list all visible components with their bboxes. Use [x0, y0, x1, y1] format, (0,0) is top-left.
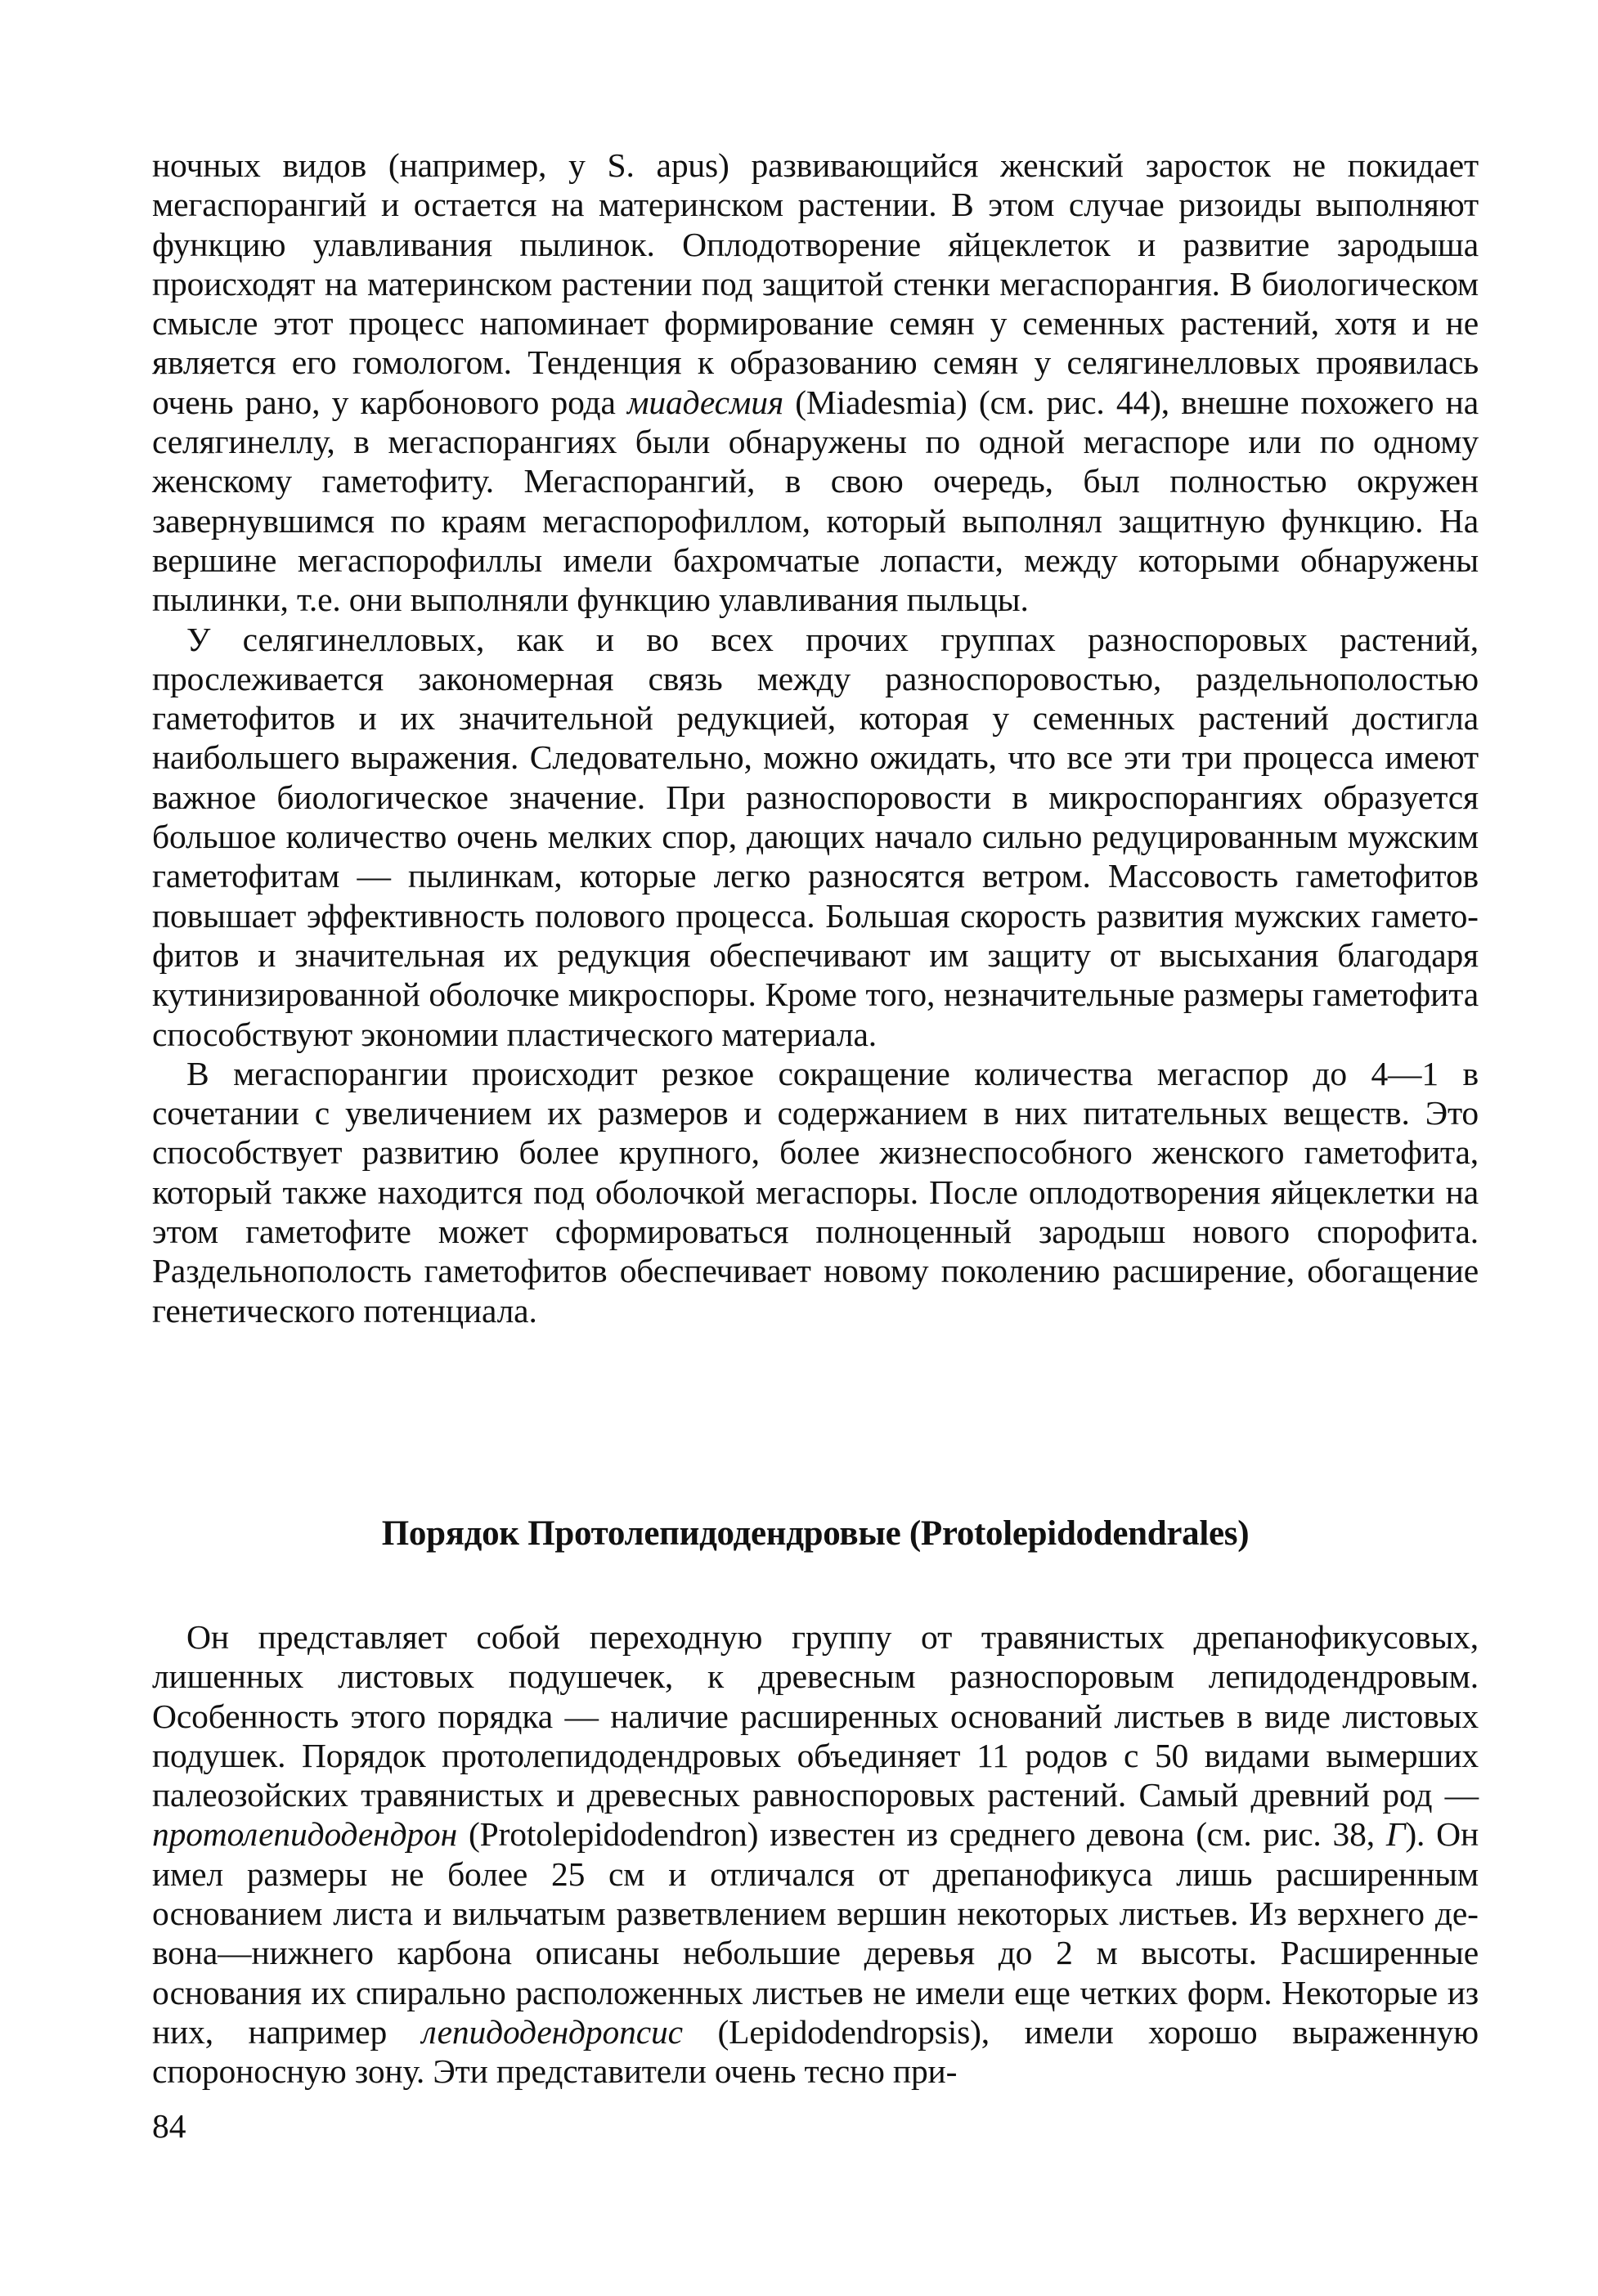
text-run: У селягинелловых, как и во всех прочих группах разноспоровых растений, прослеживается закономерная связь между разноспоровостью, раздельнополостью гаметофитов и их значительной редукцией, которая у семенных растений достигла наибольшего выражения. Следовательно, можно ожидать, что все эти три процесса имеют важное биологическое значение. При разноспоровости в микроспорангиях образуется большое количество очень мелких спор, дающих начало сильно редуцированным мужским гаметофитам — пылинкам, которые легко разносятся ветром. Массовость гаметофитов повышает эффективность полового процесса. Большая скорость развития мужских гаметофитов и значительная их редукция обеспечивают им защиту от высыхания благодаря кутинизированной оболочке микроспоры. Кроме того, незначительные размеры гаметофита способствуют экономии пластического материала. [152, 620, 1479, 1053]
text-run: (Lepidodendropsis), имели хорошо выраженную спороносную зону. Эти представители очень тесно при- [152, 2012, 1479, 2091]
text-run: Он представляет собой переходную группу от травянистых дрепанофикусовых, лишенных листовых подушечек, к древесным разноспоровым лепидодендровым. Особенность этого порядка — наличие расширенных оснований листьев в виде листовых подушек. Порядок протолепидодендровых объединяет 11 родов с 50 видами вымерших палеозойских травянистых и древесных равноспоровых растений. Самый древний род — [152, 1618, 1479, 1814]
body-text-section-1 [152, 146, 1479, 1330]
paragraph [152, 146, 1479, 620]
italic-term: Г [1385, 1815, 1406, 1854]
paragraph [152, 620, 1479, 1054]
paragraph [152, 1054, 1479, 1330]
text-run: ). Он имел размеры не более 25 см и отличался от дрепанофикуса лишь расширенным основанием листа и вильчатым разветвлением вершин некоторых листьев. Из верхнего девона—нижнего карбона описаны небольшие деревья до 2 м высоты. Расширенные основания их спирально расположенных листьев не имели еще четких форм. Некоторые из них, например [152, 1815, 1479, 2051]
paragraph [152, 1617, 1479, 2092]
page-number: 84 [152, 2107, 186, 2145]
italic-term: миадесмия [627, 383, 783, 421]
section-heading: Порядок Протолепидодендровые (Protolepidodendrales) [381, 1514, 1250, 1553]
text-run: (Protolepidodendron) известен из среднего девона (см. рис. 38, [457, 1815, 1386, 1854]
italic-term: протолепидодендрон [152, 1815, 458, 1854]
text-run: В мегаспорангии происходит резкое сокращение количества мегаспор до 4—1 в сочетании с увеличением их размеров и содержанием в них питательных веществ. Это способствует развитию более крупного, более жизнеспособного женского гаметофита, который также находится под оболочкой мегаспоры. После оплодотворения яйцеклетки на этом гаметофите может сформироваться полноценный зародыш нового спорофита. Раздельнополость гаметофитов обеспечивает новому поколению расширение, обогащение генетического потенциала. [152, 1054, 1479, 1330]
text-run: ночных видов (например, у S. apus) развивающийся женский заросток не покидает мегаспорангий и остается на материнском растении. В этом случае ризоиды выполняют функцию улавливания пылинок. Оплодотворение яйцеклеток и развитие зародыша происходят на материнском растении под защитой стенки мегаспорангия. В биологическом смысле этот процесс напоминает формирование семян у семенных растений, хотя и не является его гомологом. Тенденция к образованию семян у селягинелловых проявилась очень рано, у карбонового рода [152, 146, 1479, 421]
body-text-section-2 [152, 1617, 1479, 2092]
italic-term: лепидодендропсис [421, 2012, 683, 2051]
text-run: (Miadesmia) (см. рис. 44), внешне похожего на селягинеллу, в мегаспорангиях были обнаружены по одной мегаспоре или по одному женскому гаметофиту. Мегаспорангий, в свою очередь, был полностью окружен завернувшимся по краям мегаспорофиллом, который выполнял защитную функцию. На вершине мегаспорофиллы имели бахромчатые лопасти, между которыми обнаружены пылинки, т.е. они выполняли функцию улавливания пыльцы. [152, 383, 1479, 619]
